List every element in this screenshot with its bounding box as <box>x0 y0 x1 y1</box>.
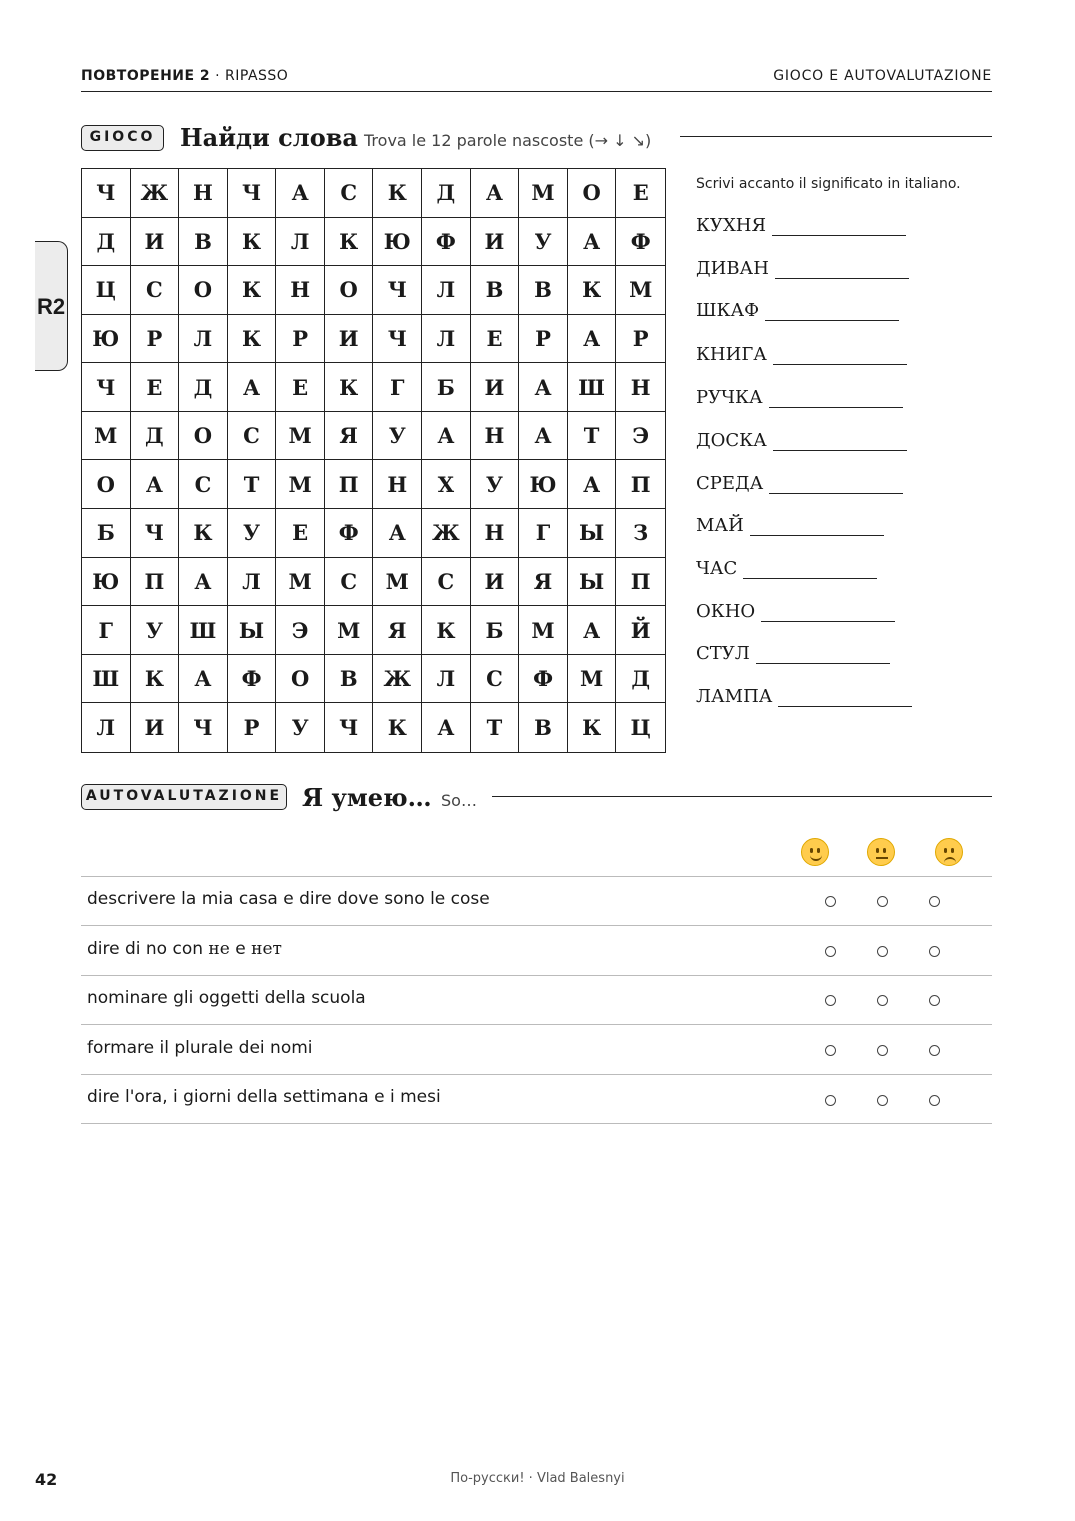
grid-cell[interactable]: А <box>568 460 617 509</box>
grid-cell[interactable]: Н <box>373 460 422 509</box>
grid-cell[interactable]: И <box>471 218 520 267</box>
grid-cell[interactable]: О <box>179 412 228 461</box>
grid-cell[interactable]: Я <box>325 412 374 461</box>
grid-cell[interactable]: Е <box>276 363 325 412</box>
grid-cell[interactable]: И <box>131 218 180 267</box>
grid-cell[interactable]: Ж <box>373 655 422 704</box>
grid-cell[interactable]: К <box>131 655 180 704</box>
grid-cell[interactable]: Ц <box>82 266 131 315</box>
grid-cell[interactable]: И <box>325 315 374 364</box>
grid-cell[interactable]: К <box>179 509 228 558</box>
table-rule <box>81 1123 992 1124</box>
skill-row-2-text: dire di no con <box>87 939 209 959</box>
footer-credit: По-русски! · Vlad Balesnyi <box>450 1471 625 1486</box>
vocab-item <box>696 382 903 408</box>
self-assessment-subtitle: So… <box>441 791 477 810</box>
vocab-item <box>696 295 899 321</box>
grid-cell[interactable]: О <box>325 266 374 315</box>
vocab-item <box>696 596 895 622</box>
answer-line[interactable] <box>778 686 912 707</box>
game-heading-rule <box>680 136 992 137</box>
grid-cell[interactable]: Б <box>82 509 131 558</box>
grid-cell[interactable]: Г <box>373 363 422 412</box>
vocab-item <box>696 510 884 536</box>
grid-cell[interactable]: Е <box>131 363 180 412</box>
grid-cell[interactable]: А <box>422 703 471 752</box>
grid-cell[interactable]: Ф <box>616 218 665 267</box>
grid-cell[interactable]: Ж <box>422 509 471 558</box>
self-assessment-heading-rule <box>492 796 992 797</box>
grid-cell[interactable]: Ч <box>179 703 228 752</box>
rating-neutral-radio[interactable] <box>877 896 888 907</box>
grid-cell[interactable]: Н <box>471 509 520 558</box>
grid-cell[interactable]: К <box>373 169 422 218</box>
grid-cell[interactable]: И <box>471 558 520 607</box>
answer-line[interactable] <box>773 344 907 365</box>
grid-cell[interactable]: Г <box>82 606 131 655</box>
grid-cell[interactable]: В <box>519 266 568 315</box>
section-tag-gioco: GIOCO <box>81 125 164 151</box>
grid-cell[interactable]: М <box>519 606 568 655</box>
grid-cell[interactable]: Ы <box>228 606 277 655</box>
page-number: 42 <box>35 1470 58 1489</box>
vocab-word: КНИГА <box>696 344 767 365</box>
grid-cell[interactable]: М <box>82 412 131 461</box>
sad-face-icon <box>935 838 963 866</box>
skill-row-5: dire l'ora, i giorni della settimana e i mesi <box>87 1087 441 1107</box>
grid-cell[interactable]: Ф <box>519 655 568 704</box>
grid-cell[interactable]: К <box>325 218 374 267</box>
grid-cell[interactable]: Д <box>131 412 180 461</box>
grid-cell[interactable]: П <box>616 558 665 607</box>
rating-happy-radio[interactable] <box>825 995 836 1006</box>
chapter-side-tab-label: R2 <box>37 294 66 319</box>
grid-cell[interactable]: А <box>228 363 277 412</box>
grid-cell[interactable]: Ш <box>568 363 617 412</box>
grid-cell[interactable]: Э <box>276 606 325 655</box>
game-title: Найди слова <box>180 123 358 152</box>
table-rule <box>81 1024 992 1025</box>
grid-cell[interactable]: К <box>568 266 617 315</box>
grid-cell[interactable]: С <box>471 655 520 704</box>
vocab-word: РУЧКА <box>696 387 763 408</box>
vocab-item <box>696 339 907 365</box>
grid-cell[interactable]: А <box>568 218 617 267</box>
grid-cell[interactable]: Ч <box>82 169 131 218</box>
grid-cell[interactable]: И <box>471 363 520 412</box>
grid-cell[interactable]: Л <box>422 655 471 704</box>
self-assessment-title: Я умею… <box>302 783 432 812</box>
grid-cell[interactable]: М <box>276 558 325 607</box>
vocab-word: ШКАФ <box>696 300 760 321</box>
grid-cell[interactable]: Н <box>276 266 325 315</box>
grid-cell[interactable]: Е <box>616 169 665 218</box>
grid-cell[interactable]: Ю <box>373 218 422 267</box>
grid-cell[interactable]: В <box>471 266 520 315</box>
grid-cell[interactable]: Й <box>616 606 665 655</box>
skill-row-2-ru-net: нет <box>251 939 282 959</box>
skill-row-2-ru-ne: не <box>208 939 230 959</box>
grid-cell[interactable]: Р <box>519 315 568 364</box>
rating-sad-radio[interactable] <box>929 896 940 907</box>
grid-cell[interactable]: С <box>422 558 471 607</box>
rating-happy-radio[interactable] <box>825 946 836 957</box>
grid-cell[interactable]: М <box>325 606 374 655</box>
grid-cell[interactable]: Ч <box>82 363 131 412</box>
skill-row-4: formare il plurale dei nomi <box>87 1038 313 1058</box>
rating-neutral-radio[interactable] <box>877 946 888 957</box>
grid-cell[interactable]: У <box>373 412 422 461</box>
grid-cell[interactable]: Ч <box>373 315 422 364</box>
rating-neutral-radio[interactable] <box>877 1095 888 1106</box>
grid-cell[interactable]: Д <box>422 169 471 218</box>
grid-cell[interactable]: Р <box>131 315 180 364</box>
vocab-word: КУХНЯ <box>696 215 766 236</box>
grid-cell[interactable]: М <box>616 266 665 315</box>
vocab-word: СРЕДА <box>696 473 764 494</box>
vocab-item <box>696 468 903 494</box>
grid-cell[interactable]: О <box>82 460 131 509</box>
grid-cell[interactable]: О <box>276 655 325 704</box>
table-rule <box>81 876 992 877</box>
answer-line[interactable] <box>772 215 906 236</box>
answer-line[interactable] <box>761 601 895 622</box>
answer-line[interactable] <box>769 473 903 494</box>
grid-cell[interactable]: М <box>276 412 325 461</box>
rating-neutral-radio[interactable] <box>877 1045 888 1056</box>
grid-cell[interactable]: Ф <box>422 218 471 267</box>
grid-cell[interactable]: А <box>373 509 422 558</box>
grid-cell[interactable]: А <box>568 315 617 364</box>
grid-cell[interactable]: Ю <box>519 460 568 509</box>
grid-cell[interactable]: А <box>131 460 180 509</box>
grid-cell[interactable]: У <box>471 460 520 509</box>
grid-cell[interactable]: К <box>228 218 277 267</box>
grid-cell[interactable]: М <box>519 169 568 218</box>
grid-cell[interactable]: Б <box>422 363 471 412</box>
grid-cell[interactable]: К <box>422 606 471 655</box>
grid-cell[interactable]: Н <box>616 363 665 412</box>
grid-cell[interactable]: С <box>325 169 374 218</box>
grid-cell[interactable]: Л <box>422 266 471 315</box>
grid-cell[interactable]: О <box>568 169 617 218</box>
grid-cell[interactable]: М <box>276 460 325 509</box>
grid-cell[interactable]: О <box>179 266 228 315</box>
grid-cell[interactable]: Ф <box>325 509 374 558</box>
grid-cell[interactable]: Ч <box>325 703 374 752</box>
grid-cell[interactable]: К <box>373 703 422 752</box>
grid-cell[interactable]: Е <box>276 509 325 558</box>
grid-cell[interactable]: М <box>568 655 617 704</box>
grid-cell[interactable]: Ы <box>568 558 617 607</box>
grid-cell[interactable]: А <box>179 558 228 607</box>
grid-cell[interactable]: Б <box>471 606 520 655</box>
running-header-right: GIOCO E AUTOVALUTAZIONE <box>773 68 992 84</box>
vocab-word: ЛАМПА <box>696 686 773 707</box>
grid-cell[interactable]: А <box>568 606 617 655</box>
grid-cell[interactable]: И <box>131 703 180 752</box>
vocab-word: ОКНО <box>696 601 756 622</box>
grid-cell[interactable]: Я <box>373 606 422 655</box>
grid-cell[interactable]: А <box>179 655 228 704</box>
game-subtitle: Trova le 12 parole nascoste (→ ↓ ↘) <box>364 131 652 150</box>
grid-cell[interactable]: А <box>519 412 568 461</box>
section-tag-autovalutazione: AUTOVALUTAZIONE <box>81 784 287 810</box>
vocab-word: ДОСКА <box>696 430 767 451</box>
skill-row-3: nominare gli oggetti della scuola <box>87 988 366 1008</box>
grid-cell[interactable]: П <box>325 460 374 509</box>
answer-line[interactable] <box>775 258 909 279</box>
grid-cell[interactable]: К <box>228 266 277 315</box>
grid-cell[interactable]: Х <box>422 460 471 509</box>
grid-cell[interactable]: А <box>519 363 568 412</box>
vocab-item <box>696 681 912 707</box>
grid-cell[interactable]: Ж <box>131 169 180 218</box>
grid-cell[interactable]: В <box>179 218 228 267</box>
vocab-item <box>696 425 907 451</box>
grid-cell[interactable]: У <box>276 703 325 752</box>
header-subsection: · RIPASSO <box>210 68 289 84</box>
answer-line[interactable] <box>773 430 907 451</box>
grid-cell[interactable]: Т <box>471 703 520 752</box>
grid-cell[interactable]: К <box>325 363 374 412</box>
grid-cell[interactable]: Л <box>422 315 471 364</box>
grid-cell[interactable]: А <box>276 169 325 218</box>
grid-cell[interactable]: А <box>471 169 520 218</box>
running-header-left <box>81 68 288 84</box>
vocab-item <box>696 553 877 579</box>
rating-sad-radio[interactable] <box>929 995 940 1006</box>
grid-cell[interactable]: Р <box>616 315 665 364</box>
grid-cell[interactable]: З <box>616 509 665 558</box>
grid-cell[interactable]: С <box>325 558 374 607</box>
rating-happy-radio[interactable] <box>825 896 836 907</box>
grid-cell[interactable]: Л <box>276 218 325 267</box>
grid-cell[interactable]: Э <box>616 412 665 461</box>
table-rule <box>81 975 992 976</box>
grid-cell[interactable]: Л <box>179 315 228 364</box>
grid-cell[interactable]: Р <box>276 315 325 364</box>
grid-cell[interactable]: Е <box>471 315 520 364</box>
grid-cell[interactable]: Ч <box>373 266 422 315</box>
grid-cell[interactable]: Ю <box>82 558 131 607</box>
skill-row-2 <box>87 939 282 959</box>
rating-happy-radio[interactable] <box>825 1095 836 1106</box>
grid-cell[interactable]: Л <box>82 703 131 752</box>
answer-line[interactable] <box>756 643 890 664</box>
skill-row-1: descrivere la mia casa e dire dove sono le cose <box>87 889 490 909</box>
grid-cell[interactable]: Т <box>568 412 617 461</box>
grid-cell[interactable]: М <box>373 558 422 607</box>
grid-cell[interactable]: Ш <box>179 606 228 655</box>
chapter-side-tab <box>35 241 68 371</box>
header-rule <box>81 91 992 92</box>
grid-cell[interactable]: В <box>325 655 374 704</box>
grid-cell[interactable]: Т <box>228 460 277 509</box>
vocab-instruction: Scrivi accanto il significato in italiano. <box>696 176 961 192</box>
neutral-face-icon <box>867 838 895 866</box>
grid-cell[interactable]: С <box>131 266 180 315</box>
happy-face-icon <box>801 838 829 866</box>
answer-line[interactable] <box>769 387 903 408</box>
vocab-word: ЧАС <box>696 558 738 579</box>
grid-cell[interactable]: А <box>422 412 471 461</box>
grid-cell[interactable]: К <box>228 315 277 364</box>
grid-cell[interactable]: В <box>519 703 568 752</box>
grid-cell[interactable]: Ю <box>82 315 131 364</box>
grid-cell[interactable]: К <box>568 703 617 752</box>
skill-row-2-mid: e <box>229 939 252 959</box>
table-rule <box>81 925 992 926</box>
grid-cell[interactable]: С <box>228 412 277 461</box>
rating-sad-radio[interactable] <box>929 1045 940 1056</box>
rating-sad-radio[interactable] <box>929 1095 940 1106</box>
grid-cell[interactable]: Ч <box>131 509 180 558</box>
grid-cell[interactable]: П <box>616 460 665 509</box>
word-search-grid <box>81 168 666 753</box>
grid-cell[interactable]: Д <box>616 655 665 704</box>
grid-cell[interactable]: Н <box>179 169 228 218</box>
grid-cell[interactable]: Ф <box>228 655 277 704</box>
grid-cell[interactable]: Д <box>82 218 131 267</box>
vocab-item <box>696 253 909 279</box>
answer-line[interactable] <box>750 515 884 536</box>
grid-cell[interactable]: Я <box>519 558 568 607</box>
answer-line[interactable] <box>765 300 899 321</box>
grid-cell[interactable]: Ц <box>630 715 651 741</box>
vocab-item <box>696 638 890 664</box>
header-section: ПОВТОРЕНИЕ 2 <box>81 68 211 84</box>
grid-cell[interactable]: Ч <box>228 169 277 218</box>
rating-sad-radio[interactable] <box>929 946 940 957</box>
grid-cell[interactable]: Н <box>471 412 520 461</box>
grid-cell[interactable]: Г <box>519 509 568 558</box>
grid-cell[interactable]: Ы <box>568 509 617 558</box>
rating-happy-radio[interactable] <box>825 1045 836 1056</box>
answer-line[interactable] <box>743 558 877 579</box>
vocab-word: ДИВАН <box>696 258 769 279</box>
grid-cell[interactable]: У <box>228 509 277 558</box>
grid-cell[interactable]: У <box>131 606 180 655</box>
grid-cell[interactable]: Л <box>228 558 277 607</box>
table-rule <box>81 1074 992 1075</box>
vocab-word: МАЙ <box>696 515 744 536</box>
rating-neutral-radio[interactable] <box>877 995 888 1006</box>
grid-cell[interactable]: У <box>519 218 568 267</box>
grid-cell[interactable]: Р <box>228 703 277 752</box>
grid-cell[interactable]: С <box>179 460 228 509</box>
vocab-word: СТУЛ <box>696 643 750 664</box>
grid-cell[interactable]: Д <box>179 363 228 412</box>
grid-cell[interactable]: Ш <box>82 655 131 704</box>
grid-cell[interactable]: П <box>131 558 180 607</box>
vocab-item <box>696 210 906 236</box>
